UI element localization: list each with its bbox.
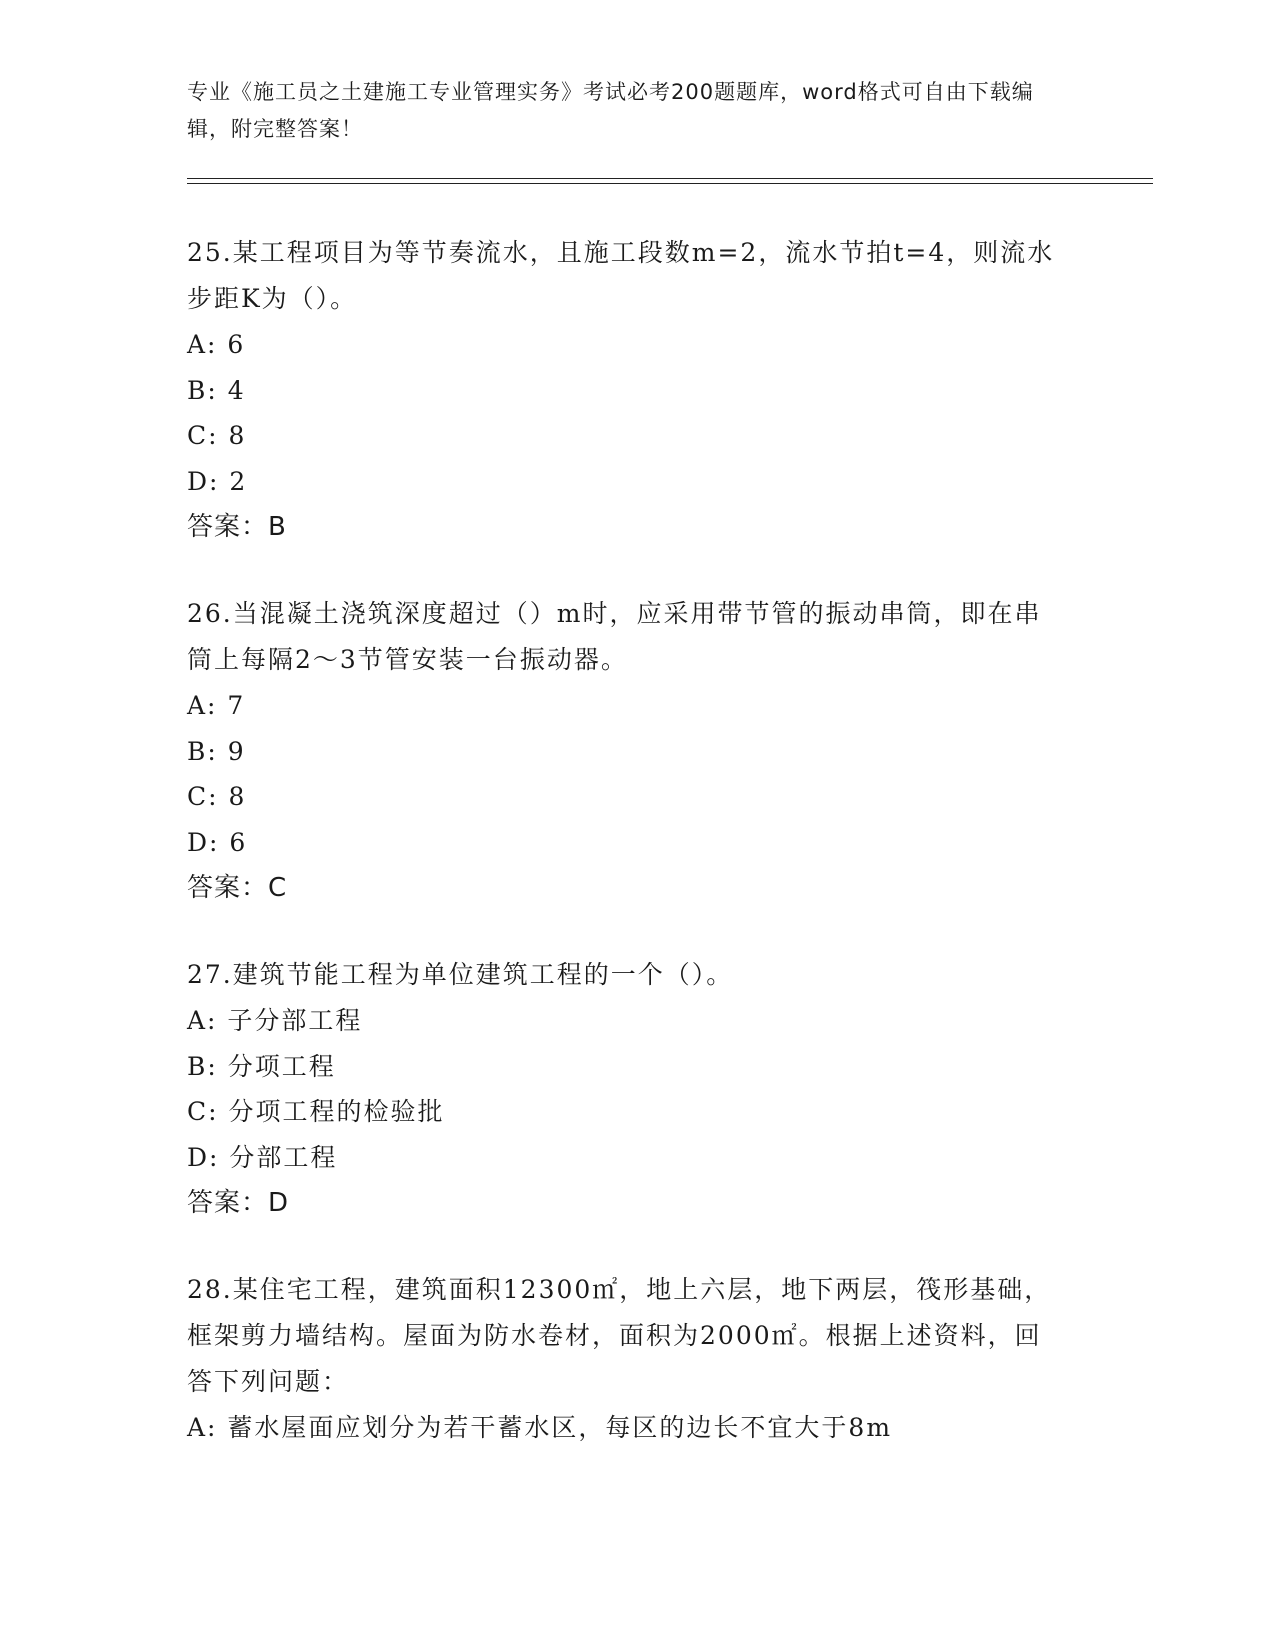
answer-label: 答案： — [187, 1188, 269, 1218]
answer-value: B — [268, 512, 287, 542]
header-divider-bottom — [187, 183, 1153, 184]
question-25 — [187, 230, 1067, 550]
document-header: 专业《施工员之土建施工专业管理实务》考试必考200题题库，word格式可自由下载编辑，附完整答案！ — [187, 80, 1034, 141]
option-a: A: 6 — [187, 330, 246, 359]
option-a: A: 子分部工程 — [187, 1006, 363, 1035]
option-a: A: 7 — [187, 691, 246, 720]
option-c: C: 8 — [187, 421, 247, 450]
answer-value: D — [268, 1188, 290, 1218]
option-b: B: 4 — [187, 375, 246, 405]
option-b: B: 分项工程 — [187, 1051, 336, 1081]
question-stem: 26.当混凝土浇筑深度超过（）m时，应采用带节管的振动串筒，即在串筒上每隔2～3节管安装一台振动器。 — [187, 599, 1042, 674]
question-stem: 25.某工程项目为等节奏流水，且施工段数m=2，流水节拍t=4，则流水步距K为（）。 — [187, 238, 1055, 313]
question-list — [187, 230, 1067, 1492]
question-stem: 28.某住宅工程，建筑面积12300㎡，地上六层，地下两层，筏形基础，框架剪力墙结构。屋面为防水卷材，面积为2000㎡。根据上述资料，回答下列问题： — [187, 1275, 1052, 1396]
answer-value: C — [268, 873, 288, 903]
option-c: C: 分项工程的检验批 — [187, 1097, 445, 1126]
answer-line — [187, 1180, 1067, 1226]
option-c: C: 8 — [187, 782, 247, 811]
question-27 — [187, 952, 1067, 1226]
option-a: A: 蓄水屋面应划分为若干蓄水区，每区的边长不宜大于8m — [187, 1413, 893, 1442]
answer-line — [187, 865, 1067, 911]
question-stem: 27.建筑节能工程为单位建筑工程的一个（）。 — [187, 960, 734, 989]
answer-label: 答案： — [187, 873, 269, 903]
answer-label: 答案： — [187, 512, 269, 542]
option-d: D: 分部工程 — [187, 1142, 338, 1172]
header-divider-top — [187, 178, 1153, 179]
question-28 — [187, 1267, 1067, 1451]
question-26 — [187, 591, 1067, 911]
option-d: D: 6 — [187, 827, 248, 857]
option-d: D: 2 — [187, 466, 248, 496]
option-b: B: 9 — [187, 736, 246, 766]
answer-line — [187, 504, 1067, 550]
